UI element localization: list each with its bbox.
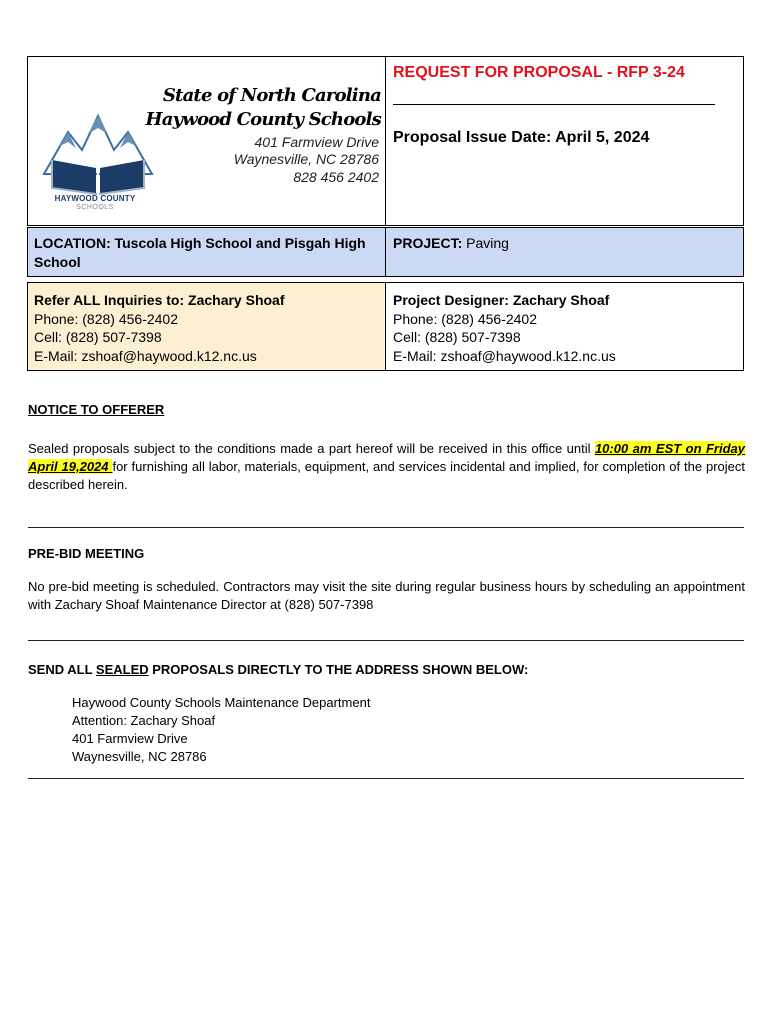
- mailing-address-line: Attention: Zachary Shoaf: [72, 713, 216, 728]
- county-schools-name: Haywood County Schools: [145, 109, 381, 130]
- designer-email: E-Mail: zshoaf@haywood.k12.nc.us: [393, 347, 616, 364]
- designer-cell-phone: Cell: (828) 507-7398: [393, 329, 521, 345]
- proposal-issue-date: Proposal Issue Date: April 5, 2024: [393, 129, 650, 146]
- inquiries-title: Refer ALL Inquiries to: Zachary Shoaf: [34, 292, 285, 308]
- mailing-address: [72, 694, 370, 766]
- header-divider: [385, 56, 386, 226]
- inquiries-cell-phone: Cell: (828) 507-7398: [34, 329, 162, 345]
- address-line-1: 401 Farmview Drive: [254, 134, 379, 150]
- address-line-2: Waynesville, NC 28786: [233, 151, 379, 167]
- send-heading-before: SEND ALL: [28, 662, 96, 677]
- inquiries-phone: Phone: (828) 456-2402: [34, 310, 178, 327]
- section-divider: [28, 640, 744, 641]
- designer-title: Project Designer: Zachary Shoaf: [393, 292, 610, 308]
- notice-text-before: Sealed proposals subject to the conditions made a part hereof will be received in this office until: [28, 441, 595, 456]
- project-value: Paving: [462, 235, 509, 251]
- state-name: State of North Carolina: [162, 85, 381, 106]
- location-text: LOCATION: Tuscola High School and Pisgah High School: [34, 235, 366, 270]
- notice-heading: NOTICE TO OFFERER: [28, 402, 165, 417]
- send-heading: [28, 662, 528, 677]
- prebid-paragraph: No pre-bid meeting is scheduled. Contractors may visit the site during regular business hours by scheduling an appointment with Zachary Shoaf Maintenance Director at (828) 507-7398: [28, 579, 745, 612]
- project-text: [393, 234, 509, 253]
- logo-caption-sub: SCHOOLS: [76, 204, 114, 211]
- prebid-heading: PRE-BID MEETING: [28, 546, 145, 561]
- notice-paragraph: [28, 440, 745, 494]
- rfp-underline: [393, 104, 715, 105]
- project-label: PROJECT:: [393, 235, 463, 251]
- send-heading-sealed: SEALED: [95, 662, 149, 677]
- mailing-address-line: 401 Farmview Drive: [72, 731, 188, 746]
- inquiries-email: E-Mail: zshoaf@haywood.k12.nc.us: [34, 347, 257, 364]
- header-phone: 828 456 2402: [293, 169, 379, 185]
- bid-deadline-highlight: 10:00 am EST on Friday April 19,2024: [28, 441, 745, 474]
- rfp-title: REQUEST FOR PROPOSAL - RFP 3-24: [393, 64, 685, 81]
- inquiries-block: [34, 291, 285, 365]
- mailing-address-line: Haywood County Schools Maintenance Department: [72, 695, 371, 710]
- designer-phone: Phone: (828) 456-2402: [393, 310, 537, 327]
- section-divider: [28, 527, 744, 528]
- designer-block: [393, 291, 616, 365]
- notice-text-after: for furnishing all labor, materials, equipment, and services incidental and implied, for completion of the project described herein.: [28, 459, 745, 492]
- section-divider: [28, 778, 744, 779]
- send-heading-after: PROPOSALS DIRECTLY TO THE ADDRESS SHOWN BELOW:: [148, 662, 529, 677]
- mailing-address-line: Waynesville, NC 28786: [72, 749, 207, 764]
- logo-caption: HAYWOOD COUNTY: [54, 194, 136, 203]
